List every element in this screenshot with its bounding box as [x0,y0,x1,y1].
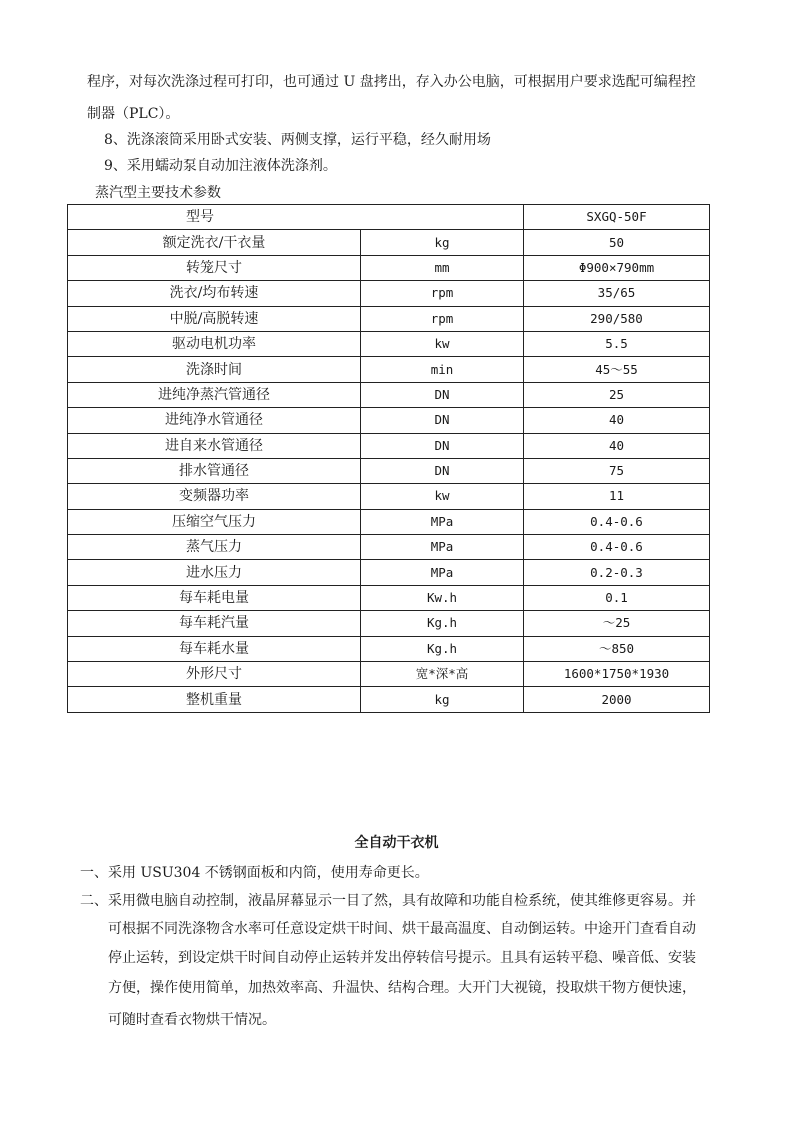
unit-cell: Kg.h [361,636,524,661]
dryer-paragraph-1: 一、采用 USU304 不锈钢面板和内筒，使用寿命更长。 [80,865,429,881]
value-cell: 40 [524,433,710,458]
table-row [68,611,710,636]
table-row [68,585,710,610]
table-row [68,458,710,483]
unit-cell: rpm [361,306,524,331]
table-row [68,382,710,407]
intro-paragraph-line-1: 程序，对每次洗涤过程可打印，也可通过 U 盘拷出，存入办公电脑，可根据用户要求选配可编程控 [87,74,696,90]
unit-cell: MPa [361,509,524,534]
unit-cell: DN [361,458,524,483]
value-cell: 0.4-0.6 [524,509,710,534]
value-cell: Φ900×790mm [524,255,710,280]
param-name-cell: 每车耗水量 [68,636,361,661]
unit-cell: min [361,357,524,382]
table-row [68,484,710,509]
value-cell: 75 [524,458,710,483]
unit-cell: kw [361,484,524,509]
value-cell: 35/65 [524,281,710,306]
dryer-section-title: 全自动干衣机 [354,835,439,851]
feature-item-8: 8、洗涤滚筒采用卧式安装、两侧支撑，运行平稳，经久耐用场 [104,132,491,148]
unit-cell: MPa [361,560,524,585]
unit-cell: DN [361,433,524,458]
dryer-paragraph-2-line: 可根据不同洗涤物含水率可任意设定烘干时间、烘干最高温度、自动倒运转。中途开门查看自动 [108,921,696,937]
param-name-cell: 中脱/高脱转速 [68,306,361,331]
param-name-cell: 压缩空气压力 [68,509,361,534]
dryer-paragraph-2-line: 二、采用微电脑自动控制，液晶屏幕显示一目了然，具有故障和功能自检系统，使其维修更容易。并 [80,893,696,909]
value-cell: 5.5 [524,331,710,356]
table-row [68,331,710,356]
value-cell: 25 [524,382,710,407]
header-label-cell: 型号 [68,205,524,230]
table-header-row [68,205,710,230]
table-row [68,433,710,458]
unit-cell: DN [361,408,524,433]
table-caption: 蒸汽型主要技术参数 [95,185,221,201]
value-cell: 2000 [524,687,710,712]
feature-item-9: 9、采用蠕动泵自动加注液体洗涤剂。 [104,158,337,174]
param-name-cell: 蒸气压力 [68,535,361,560]
table-row [68,560,710,585]
unit-cell: mm [361,255,524,280]
param-name-cell: 转笼尺寸 [68,255,361,280]
table-row [68,535,710,560]
value-cell: 45～55 [524,357,710,382]
unit-cell: Kg.h [361,611,524,636]
unit-cell: kg [361,687,524,712]
table-row [68,662,710,687]
unit-cell: rpm [361,281,524,306]
table-row [68,408,710,433]
header-model-cell: SXGQ-50F [524,205,710,230]
unit-cell: MPa [361,535,524,560]
table-row [68,255,710,280]
table-row [68,306,710,331]
intro-paragraph-line-2: 制器（PLC）。 [87,106,180,122]
unit-cell: kg [361,230,524,255]
value-cell: 0.4-0.6 [524,535,710,560]
param-name-cell: 进水压力 [68,560,361,585]
param-name-cell: 每车耗汽量 [68,611,361,636]
table-row [68,281,710,306]
value-cell: ～850 [524,636,710,661]
param-name-cell: 进自来水管通径 [68,433,361,458]
param-name-cell: 整机重量 [68,687,361,712]
value-cell: 290/580 [524,306,710,331]
table-row [68,687,710,712]
unit-cell: DN [361,382,524,407]
value-cell: 40 [524,408,710,433]
table-row [68,357,710,382]
param-name-cell: 进纯净蒸汽管通径 [68,382,361,407]
value-cell: 1600*1750*1930 [524,662,710,687]
param-name-cell: 变频器功率 [68,484,361,509]
param-name-cell: 洗涤时间 [68,357,361,382]
unit-cell: 宽*深*高 [361,662,524,687]
param-name-cell: 外形尺寸 [68,662,361,687]
param-name-cell: 驱动电机功率 [68,331,361,356]
value-cell: 0.1 [524,585,710,610]
param-name-cell: 额定洗衣/干衣量 [68,230,361,255]
unit-cell: kw [361,331,524,356]
value-cell: 50 [524,230,710,255]
dryer-paragraph-2-line: 方便，操作使用简单，加热效率高、升温快、结构合理。大开门大视镜，投取烘干物方便快速， [108,980,696,996]
value-cell: ～25 [524,611,710,636]
dryer-paragraph-2-line: 停止运转，到设定烘干时间自动停止运转并发出停转信号提示。且具有运转平稳、噪音低、安装 [108,950,696,966]
table-row [68,509,710,534]
unit-cell: Kw.h [361,585,524,610]
param-name-cell: 排水管通径 [68,458,361,483]
table-row [68,230,710,255]
value-cell: 11 [524,484,710,509]
param-name-cell: 洗衣/均布转速 [68,281,361,306]
table-row [68,636,710,661]
dryer-paragraph-2-line: 可随时查看衣物烘干情况。 [108,1012,276,1028]
spec-table [67,204,710,713]
param-name-cell: 进纯净水管通径 [68,408,361,433]
param-name-cell: 每车耗电量 [68,585,361,610]
value-cell: 0.2-0.3 [524,560,710,585]
